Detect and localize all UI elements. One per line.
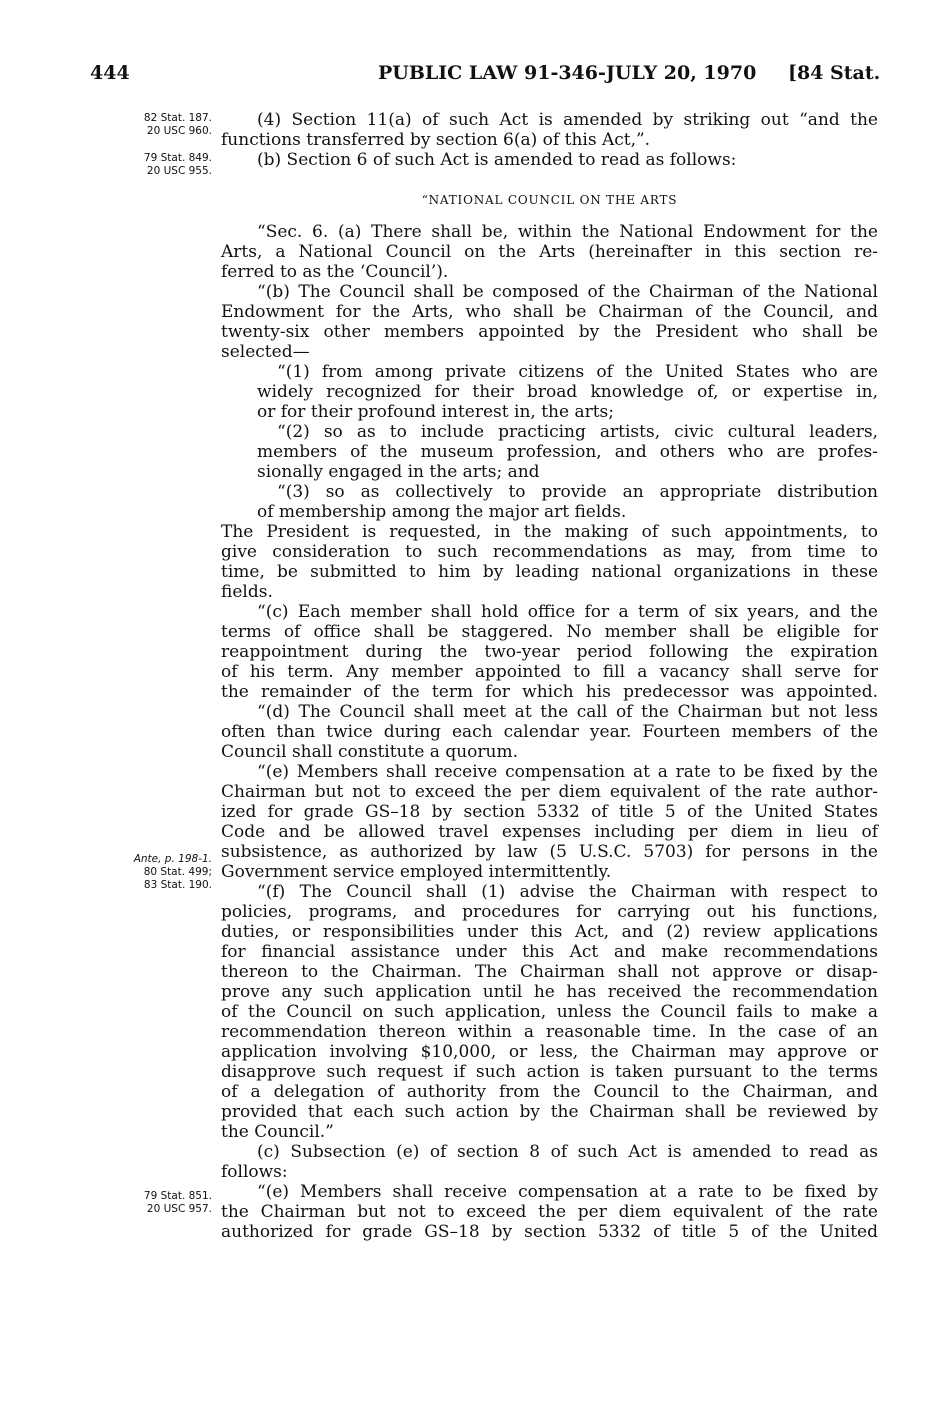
statute-reference: [84 Stat. [788, 62, 881, 84]
page-number: 444 [90, 62, 130, 84]
text-line: often than twice during each calendar year. Fourteen members of the [221, 722, 878, 742]
margin-note-line: Ante, p. 198-1. [133, 853, 212, 865]
running-title: PUBLIC LAW 91-346-JULY 20, 1970 [378, 62, 757, 84]
text-line: policies, programs, and procedures for carrying out his functions, [221, 902, 878, 922]
text-line: thereon to the Chairman. The Chairman shall not approve or disap- [221, 962, 878, 982]
text-line: (c) Subsection (e) of section 8 of such Act is amended to read as [257, 1142, 878, 1162]
text-line: disapprove such request if such action is taken pursuant to the terms [221, 1062, 878, 1082]
text-line: of the Council on such application, unless the Council fails to make a [221, 1002, 878, 1022]
margin-note-2 [60, 152, 212, 178]
margin-note-3 [60, 853, 212, 892]
text-line: give consideration to such recommendations as may, from time to [221, 542, 878, 562]
text-line: “Sec. 6. (a) There shall be, within the National Endowment for the [257, 222, 878, 242]
text-line: terms of office shall be staggered. No member shall be eligible for [221, 622, 878, 642]
text-line: or for their profound interest in, the arts; [257, 402, 614, 422]
text-line: the Chairman but not to exceed the per diem equivalent of the rate [221, 1202, 878, 1222]
text-line: “(e) Members shall receive compensation at a rate to be fixed by [257, 1182, 878, 1202]
text-line: prove any such application until he has received the recommendation [221, 982, 878, 1002]
text-line: application involving $10,000, or less, the Chairman may approve or [221, 1042, 878, 1062]
text-line: provided that each such action by the Chairman shall be reviewed by [221, 1102, 878, 1122]
margin-note-line: 20 USC 960. [146, 125, 212, 137]
margin-note-1 [60, 112, 212, 138]
text-line: fields. [221, 582, 273, 602]
text-line: sionally engaged in the arts; and [257, 462, 540, 482]
margin-note-4 [60, 1190, 212, 1216]
text-line: Government service employed intermittently. [221, 862, 612, 882]
text-line: widely recognized for their broad knowledge of, or expertise in, [257, 382, 878, 402]
text-line: the Council.” [221, 1122, 334, 1142]
text-line: ized for grade GS–18 by section 5332 of title 5 of the United States [221, 802, 878, 822]
text-line: (4) Section 11(a) of such Act is amended by striking out “and the [257, 110, 878, 130]
text-line: The President is requested, in the making of such appointments, to [221, 522, 878, 542]
text-line: ferred to as the ‘Council’). [221, 262, 449, 282]
section-heading: “NATIONAL COUNCIL ON THE ARTS [421, 193, 678, 207]
page-header [0, 62, 940, 90]
text-line: “(1) from among private citizens of the United States who are [277, 362, 878, 382]
margin-note-line: 83 Stat. 190. [143, 879, 212, 891]
text-line: of a delegation of authority from the Council to the Chairman, and [221, 1082, 878, 1102]
text-line: of his term. Any member appointed to fill a vacancy shall serve for [221, 662, 878, 682]
text-line: time, be submitted to him by leading national organizations in these [221, 562, 878, 582]
margin-note-line: 79 Stat. 849. [143, 152, 212, 164]
text-line: “(e) Members shall receive compensation at a rate to be fixed by the [257, 762, 878, 782]
text-line: follows: [221, 1162, 288, 1182]
margin-note-line: 82 Stat. 187. [143, 112, 212, 124]
text-line: “(b) The Council shall be composed of the Chairman of the National [257, 282, 878, 302]
text-line: “(f) The Council shall (1) advise the Chairman with respect to [257, 882, 878, 902]
text-line: selected— [221, 342, 310, 362]
text-line: functions transferred by section 6(a) of this Act,”. [221, 130, 651, 150]
text-line: authorized for grade GS–18 by section 5332 of title 5 of the United [221, 1222, 878, 1242]
text-line: “(c) Each member shall hold office for a term of six years, and the [257, 602, 878, 622]
text-line: reappointment during the two-year period following the expiration [221, 642, 878, 662]
text-line: the remainder of the term for which his predecessor was appointed. [221, 682, 878, 702]
body-text [221, 110, 878, 1242]
margin-note-line: 20 USC 955. [146, 165, 212, 177]
text-line: members of the museum profession, and others who are profes- [257, 442, 878, 462]
text-line: “(d) The Council shall meet at the call of the Chairman but not less [257, 702, 878, 722]
text-line: recommendation thereon within a reasonable time. In the case of an [221, 1022, 878, 1042]
text-line: for financial assistance under this Act and make recommendations [221, 942, 878, 962]
text-line: Council shall constitute a quorum. [221, 742, 519, 762]
text-line: “(3) so as collectively to provide an appropriate distribution [277, 482, 878, 502]
margin-note-line: 20 USC 957. [146, 1203, 212, 1215]
text-line: subsistence, as authorized by law (5 U.S.C. 5703) for persons in the [221, 842, 878, 862]
text-line: Chairman but not to exceed the per diem equivalent of the rate author- [221, 782, 878, 802]
text-line: Code and be allowed travel expenses including per diem in lieu of [221, 822, 878, 842]
text-line: twenty-six other members appointed by the President who shall be [221, 322, 878, 342]
text-line: Endowment for the Arts, who shall be Chairman of the Council, and [221, 302, 878, 322]
text-line: duties, or responsibilities under this Act, and (2) review applications [221, 922, 878, 942]
text-line: (b) Section 6 of such Act is amended to read as follows: [257, 150, 737, 170]
margin-note-line: 80 Stat. 499; [143, 866, 212, 878]
text-line: “(2) so as to include practicing artists, civic cultural leaders, [277, 422, 878, 442]
text-line: Arts, a National Council on the Arts (hereinafter in this section re- [221, 242, 878, 262]
text-line: of membership among the major art fields. [257, 502, 627, 522]
margin-note-line: 79 Stat. 851. [143, 1190, 212, 1202]
